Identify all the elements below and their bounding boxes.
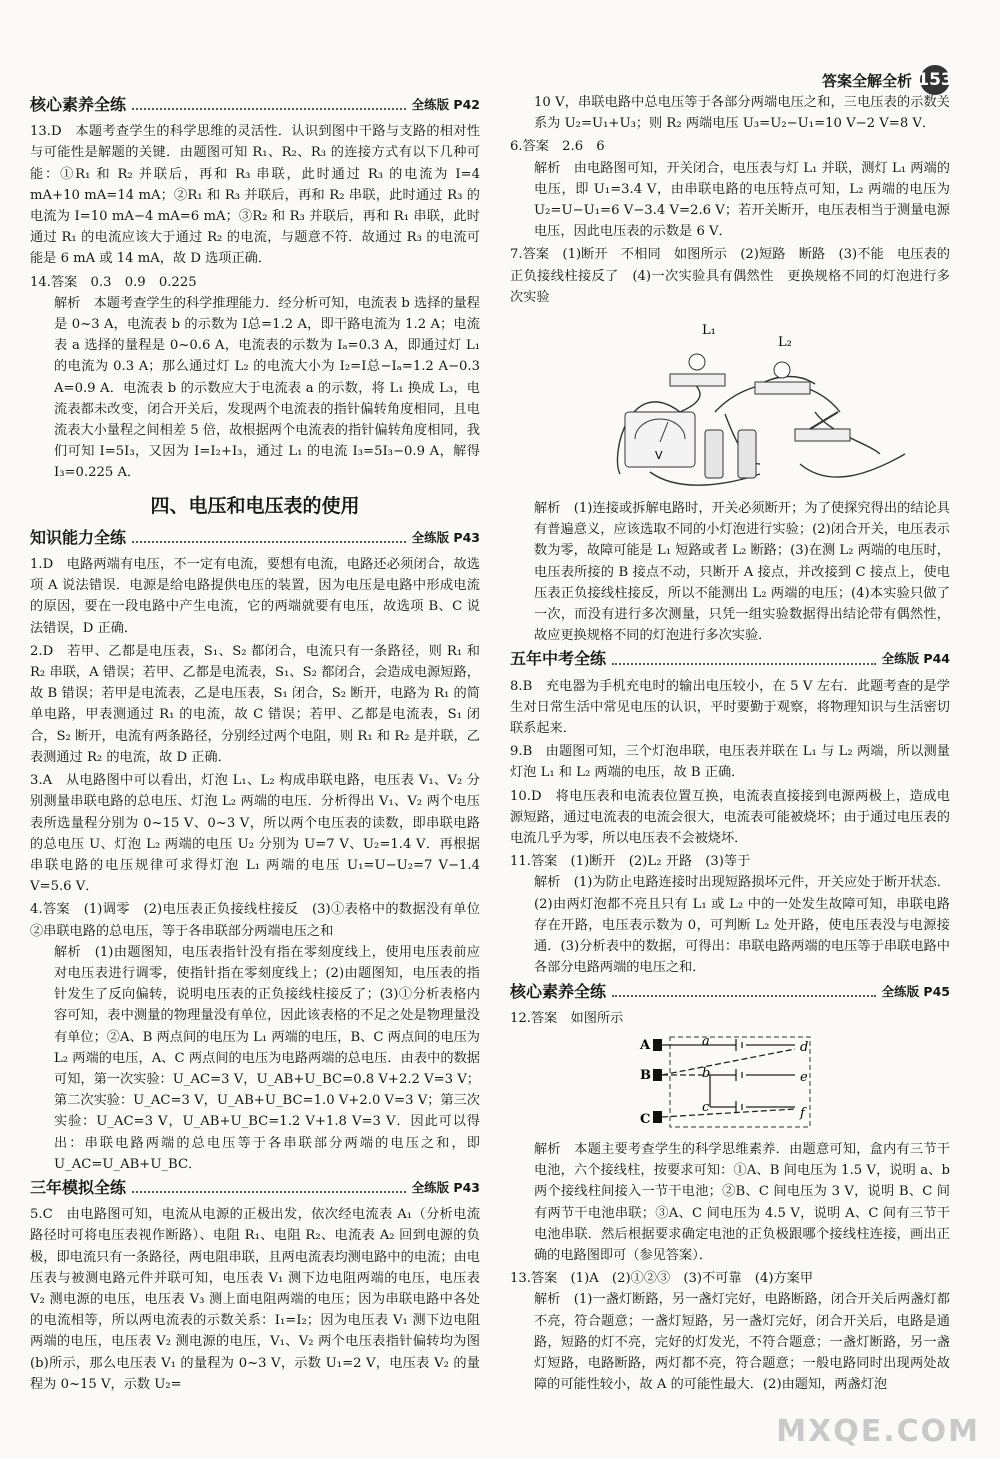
voltmeter-label: V — [655, 449, 663, 463]
section-header — [30, 1177, 480, 1198]
lamp-l2-label: L₂ — [778, 335, 792, 351]
terminal-a-label: a — [702, 1034, 710, 1049]
answer-13: 13.D 本题考查学生的科学思维的灵活性．认识到图中干路与支路的相对性与可能性是解题的关键．由题图可知 R₁、R₂、R₃ 的连接方式有以下几种可能：①R₁ 和 R₂ 并联后，再和 R₃ 串联，此时通过 R₃ 的电流为 I=4 mA+10 mA=14 mA；②R₁ 和 R₃ 并联后，再和 R₂ 串联，此时通过 R₃ 的电流为 I=10 mA−4 mA=6 mA；③R₂ 和 R₃ 并联后，再和 R₁ 串联，此时通过 R₁ 的电流应该大于通过 R₂ 的电流，与题意不符．故通过 R₃ 的电流可能是 6 mA 或 14 mA，故 D 选项正确． — [30, 124, 480, 267]
terminal-C-label: C — [640, 1111, 651, 1127]
section-title: 核心素养全练 — [510, 981, 607, 1001]
section-ref: 全练版 P43 — [411, 529, 480, 545]
section-title: 核心素养全练 — [30, 95, 127, 114]
terminal-c-label: c — [702, 1099, 710, 1115]
section-ref: 全练版 P42 — [411, 97, 480, 112]
answer-6-key: 6.答案 2.6 6 — [510, 139, 605, 155]
section-title: 知识能力全练 — [30, 527, 127, 547]
header-title: 答案全解全析 — [821, 71, 912, 90]
section-title: 三年模拟全练 — [30, 1177, 127, 1197]
answer-8: 8.B 充电器为手机充电时的输出电压较小，在 5 V 左右．此题考查的是学生对日常生活中常见电压的认识，平时要勤于观察，将物理知识与生活密切联系起来． — [510, 678, 950, 737]
answer-1: 1.D 电路两端有电压，不一定有电流，要想有电流，电路还必须闭合，故选项 A 说法错误．电源是给电路提供电压的装置，因为电压是电路中形成电流的原因，要在一段电路中产生电流，它的两端就要有电压，故选项 B、C 说法错误，D 正确． — [30, 557, 480, 636]
answer-12-key: 12.答案 如图所示 — [510, 1010, 624, 1026]
dotted-leader — [612, 995, 876, 997]
answer-12-analysis: 解析 本题主要考查学生的科学思维素养．由题意可知，盒内有三节干电池，六个接线柱，按要求可知：①A、B 间电压为 1.5 V，说明 a、b 两个接线柱间接入一节干电池；②B、C 间电压为 3 V，说明 B、C 间有两节干电池串联；③A、C 间电压为 4.5 V，说明 A、C 间有三节干电池串联．然后根据要求确定电池的正负极跟哪个接线柱连接，画出正确的电路图即可（参见答案）． — [534, 1141, 950, 1263]
site-watermark: MXQE.COM — [776, 1414, 980, 1449]
terminal-d-label: d — [800, 1039, 809, 1055]
left-column — [30, 92, 494, 1397]
answer-14-analysis: 解析 本题考查学生的科学推理能力．经分析可知，电流表 b 选择的量程是 0~3 A，电流表 b 的示数为 I总=1.2 A，即干路电流为 1.2 A；电流表 a 选择的量程是 0~0.6 A，电流表的示数为 Iₐ=0.3 A，即通过灯 L₁ 的电流为 0.3 A；那么通过灯 L₂ 的电流大小为 I₂=I总−Iₐ=1.2 A−0.3 A=0.9 A．电流表 b 的示数应大于电流表 a 的示数，将 L₁ 换成 L₃，电流表都未改变，闭合开关后，发现两个电流表的指针偏转角度相同，且电流表大小量程之间相差 5 倍，故根据两个电流表的指针偏转角度相同，我们可知 I=5I₃，又因为 I=I₂+I₃，通过 L₁ 的电流 I₃=5I₃−0.9 A，解得 I₃=0.225 A． — [54, 295, 480, 481]
section-title: 五年中考全练 — [510, 649, 607, 669]
answer-4-key: 4.答案 (1)调零 (2)电压表正负接线柱接反 (3)①表格中的数据没有单位 ②串联电路的总电压，等于各串联部分两端电压之和 — [30, 902, 494, 939]
terminal-b-label: b — [702, 1065, 711, 1081]
dotted-leader — [612, 663, 876, 665]
dotted-leader — [132, 1191, 406, 1193]
section-ref: 全练版 P45 — [881, 983, 950, 999]
answer-10: 10.D 将电压表和电流表位置互换，电流表直接接到电源两极上，造成电源短路，通过电流表的电流会很大，电流表可能被烧坏；由于通过电压表的电流几乎为零，所以电压表不会被烧坏． — [510, 788, 950, 847]
answer-7-key: 7.答案 (1)断开 不相同 如图所示 (2)短路 断路 (3)不能 电压表的正负接线柱接反了 (4)一次实验具有偶然性 更换规格不同的灯泡进行多次实验 — [510, 247, 950, 305]
section-header — [30, 527, 480, 548]
section-header — [30, 94, 480, 115]
dotted-leader — [132, 108, 406, 110]
circuit-photo-figure — [510, 314, 950, 492]
terminal-A-label: A — [640, 1037, 651, 1053]
chapter-title: 四、电压和电压表的使用 — [150, 494, 360, 517]
answer-9: 9.B 由题图可知，三个灯泡串联，电压表并联在 L₁ 与 L₂ 两端，所以测量灯泡 L₁ 和 L₂ 两端的电压，故 B 正确． — [510, 744, 950, 781]
answer-5-continued: 10 V，串联电路中总电压等于各部分两端电压之和，三电压表的示数关系为 U₂=U₁+U₃；则 R₂ 两端电压 U₃=U₂−U₁=10 V−2 V=8 V． — [534, 95, 950, 132]
battery-box-figure — [510, 1035, 950, 1133]
answer-6-analysis: 解析 由电路图可知，开关闭合，电压表与灯 L₁ 并联，测灯 L₁ 两端的电压，即 U₁=3.4 V，由串联电路的电压特点可知，L₂ 两端的电压为 U₂=U−U₁=6 V−3.4 V=2.6 V；若开关断开，电压表相当于测量电源电压，因此电压表的示数是 6 V． — [534, 160, 950, 240]
terminal-f-label: f — [800, 1105, 805, 1121]
terminal-B-label: B — [640, 1067, 651, 1083]
page-number: 153 — [920, 65, 950, 95]
answer-5: 5.C 由电路图可知，电流从电源的正极出发，依次经电流表 A₁（分析电流路径时可将电压表视作断路）、电阻 R₁、电阻 R₂、电流表 A₂ 回到电源的负极，即电流只有一条路径，两电阻串联，且两电流表均测电路中的电流；由电压表与被测电路元件并联可知，电压表 V₁ 测下边电阻两端的电压，电压表 V₂ 测电源的电压，电压表 V₃ 测上面电阻两端的电压；因为串联电路中各处的电流相等，所以两电流表的示数关系：I₁=I₂；因为电压表 V₁ 测下边电阻两端的电压，电压表 V₂ 测电源的电压，V₁、V₂ 两个电压表指针偏转均为图(b)所示，那么电压表 V₁ 的量程为 0~3 V，示数 U₁=2 V，电压表 V₂ 的量程为 0~15 V，示数 U₂= — [30, 1207, 480, 1392]
answer-7-analysis: 解析 (1)连接或拆解电路时，开关必须断开；为了使探究得出的结论具有普遍意义，应该选取不同的小灯泡进行实验；(2)闭合开关，电压表示数为零，故障可能是 L₁ 短路或者 L₂ 断路；(3)在测 L₂ 两端的电压时，电压表所接的 B 接点不动，只断开 A 接点，并改接到 C 接点上，使电压表正负接线柱接反，所以不能测出 L₂ 两端的电压；(4)本实验只做了一次，而没有进行多次测量，只凭一组实验数据得出结论带有偶然性，故应更换规格不同的灯泡进行多次实验． — [534, 501, 950, 644]
section-header — [510, 981, 950, 1002]
answer-11-analysis: 解析 (1)为防止电路连接时出现短路损坏元件，开关应处于断开状态．(2)由两灯泡都不亮且只有 L₁ 或 L₂ 中的一处发生故障可知，串联电路存在开路，电压表示数为 0，可判断 L₂ 处开路，使电压表没与电源接通．(3)分析表中的数据，可得出：串联电路两端的电压等于串联电路中各部分电路两端的电压之和． — [534, 875, 950, 976]
right-column — [510, 92, 950, 1397]
dotted-leader — [132, 541, 406, 543]
battery-box-diagram — [510, 1035, 950, 1133]
section-header — [510, 648, 950, 669]
section-ref: 全练版 P43 — [411, 1179, 480, 1195]
section-ref: 全练版 P44 — [881, 651, 950, 667]
lamp-l1-label: L₁ — [702, 323, 716, 339]
circuit-illustration — [510, 314, 950, 492]
answer-2: 2.D 若甲、乙都是电压表，S₁、S₂ 都闭合，电流只有一条路径，则 R₁ 和 R₂ 串联，A 错误；若甲、乙都是电流表，S₁、S₂ 都闭合，会造成电源短路，故 B 错误；若甲是电流表，乙是电压表，S₁ 闭合，S₂ 断开，电路为 R₁ 的简单电路，甲表测通过 R₁ 的电流，故 C 错误；若甲、乙都是电流表，S₁ 闭合，S₂ 断开，电流有两条路径，分别经过两个电阻，则 R₁ 和 R₂ 是并联，乙表测通过 R₂ 的电流，故 D 正确． — [30, 643, 480, 765]
answer-14-key: 14.答案 0.3 0.9 0.225 — [30, 274, 197, 290]
answer-13-key: 13.答案 (1)A (2)①②③ (3)不可靠 (4)方案甲 — [510, 1271, 814, 1287]
answer-13-analysis: 解析 (1)一盏灯断路，另一盏灯完好，电路断路，闭合开关后两盏灯都不亮，符合题意；一盏灯短路，另一盏灯完好，闭合开关后，电路是通路，短路的灯不亮，完好的灯发光，不符合题意；一盏灯断路，另一盏灯短路，电路断路，两灯都不亮，符合题意；一般电路同时出现两处故障的可能性较小，故 A 的可能性最大．(2)由题知，两盏灯泡 — [534, 1292, 950, 1393]
answer-3: 3.A 从电路图中可以看出，灯泡 L₁、L₂ 构成串联电路，电压表 V₁、V₂ 分别测量串联电路的总电压、灯泡 L₂ 两端的电压．分析得出 V₁、V₂ 两个电压表所选量程分别为 0~15 V、0~3 V，所以两个电压表的读数，即串联电路的总电压 U、灯泡 L₂ 两端的电压 U₂ 分别为 U=7 V、U₂=1.4 V．再根据串联电路的电压规律可求得灯泡 L₁ 两端的电压 U₁=U−U₂=7 V−1.4 V=5.6 V． — [30, 773, 480, 895]
answer-4-analysis: 解析 (1)由题图知，电压表指针没有指在零刻度线上，使用电压表前应对电压表进行调零，使指针指在零刻度线上；(2)由题图知，电压表的指针发生了反向偏转，说明电压表的正负接线柱接反了；(3)①分析表格内容可知，表中测量的物理量没有单位，因此该表格的不足之处是物理量没有单位；②A、B 两点间的电压为 L₁ 两端的电压，B、C 两点间的电压为 L₂ 两端的电压，A、C 两点间的电压为电路两端的总电压．由表中的数据可知，第一次实验：U_AC=3 V，U_AB+U_BC=0.8 V+2.2 V=3 V；第二次实验：U_AC=3 V，U_AB+U_BC=1.0 V+2.0 V=3 V；第三次实验：U_AC=3 V，U_AB+U_BC=1.2 V+1.8 V=3 V．因此可以得出：串联电路两端的总电压等于各串联部分两端的电压之和，即 U_AC=U_AB+U_BC． — [54, 944, 480, 1172]
terminal-e-label: e — [800, 1069, 808, 1085]
answer-11-key: 11.答案 (1)断开 (2)L₂ 开路 (3)等于 — [510, 854, 751, 870]
